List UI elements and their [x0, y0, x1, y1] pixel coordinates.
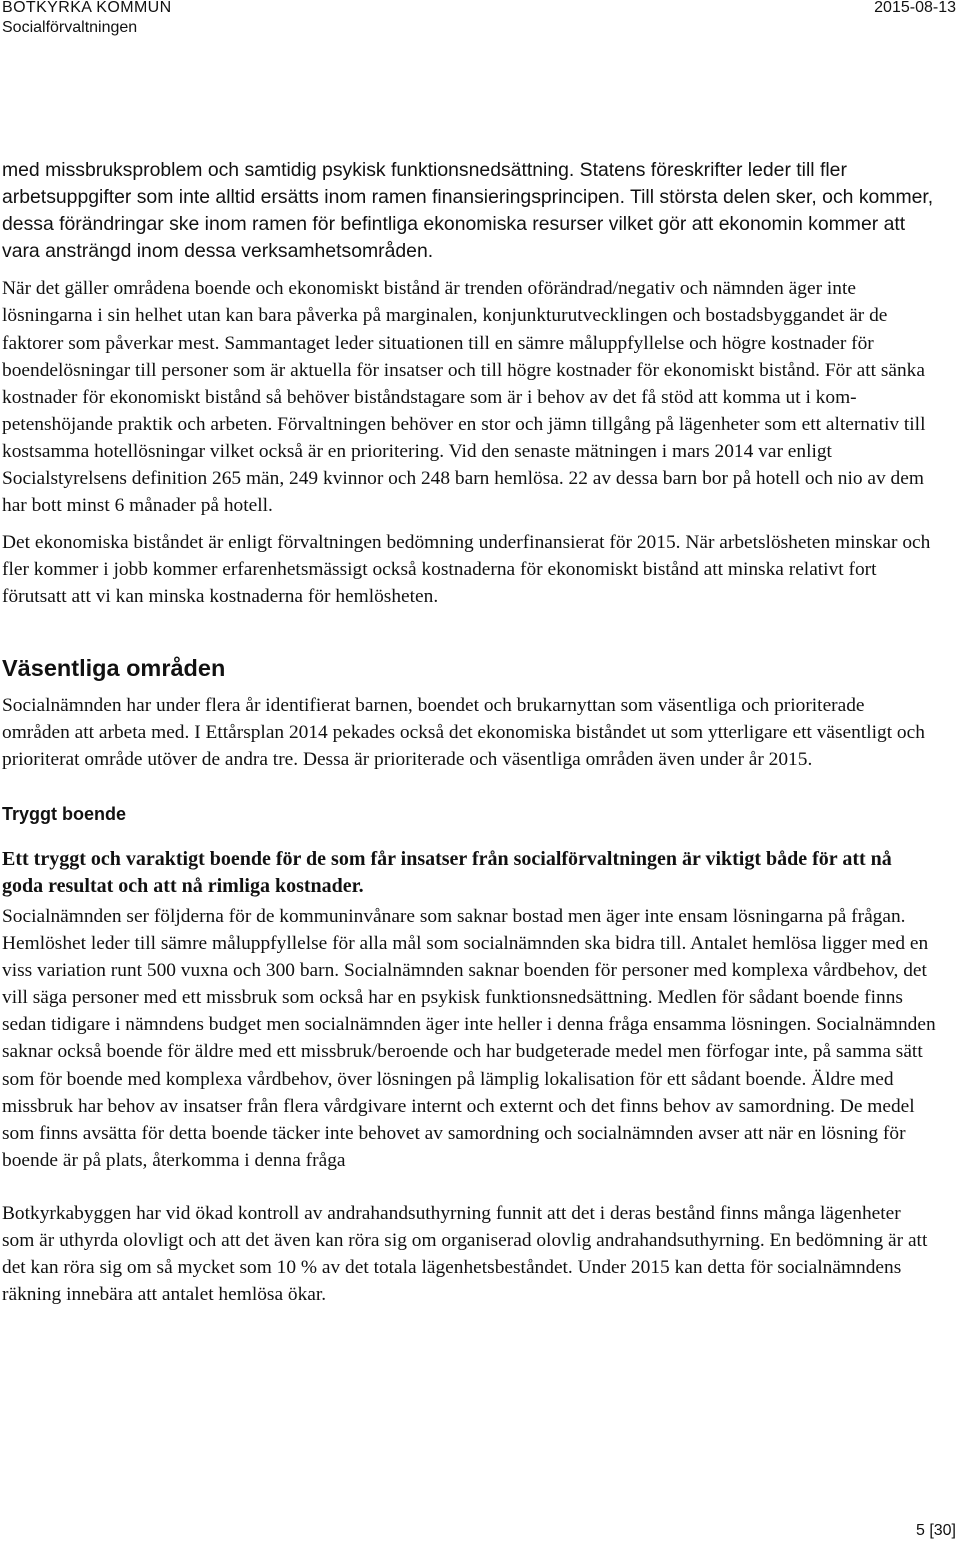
page-header	[0, 0, 960, 44]
paragraph-ekonomiskt-bistand: Det ekonomiska biståndet är enligt förvaltningen bedömning underfinansierat för 2015. När arbetslösheten minskar och fler kommer i jobb kommer erfarenhetsmässigt också kostnaderna för ekonomiskt bistånd att minska relativt fort förutsatt att vi kan minska kostnaderna för hemlösheten.	[2, 532, 931, 608]
paragraph-boende-ekonomi: När det gäller områdena boende och ekonomiskt bistånd är trenden oförändrad/negativ och nämnden äger inte lösningarna i sin helhet utan kan bara påverka på marginalen, konjunkturutvecklingen och bostadsbyggandet är de faktorer som påverkar mest. Sammantaget leder situationen till en sämre måluppfyllelse och högre kostnader för boendelösningar till personer som är aktuella för insatser och till högre kostnader för ekonomiskt bistånd. För att sänka kostnader för ekonomiskt bistånd så behöver biståndstagare som är i behov av det få stöd att komma ut i kompetenshöjande praktik och arbeten. Förvaltningen behöver en stor och jämn tillgång på lägenheter som ett alternativ till kostsamma hotellösningar vilket också är en prioritering. Vid den senaste mätningen i mars 2014 var enligt Socialstyrelsens definition 265 män, 249 kvinnor och 248 barn hemlösa. 22 av dessa barn bor på hotell och nio av dem har bott minst 6 månader på hotell.	[2, 278, 926, 517]
paragraph-botkyrkabyggen: Botkyrkabyggen har vid ökad kontroll av andrahandsuthyrning funnit att det i deras bestånd finns många lägenheter som är uthyrda olovligt och att det även kan röra sig om organiserad olovlig andrahandsuthyrning. En bedömning är att det kan röra sig om så mycket som 10 % av det totala lägenhetsbeståndet. Under 2015 kan detta för socialnämndens räkning innebära att antalet hemlösa ökar.	[2, 1202, 928, 1306]
page-number: 5 [30]	[915, 1522, 956, 1539]
organization-name: BOTKYRKA KOMMUN	[2, 0, 172, 16]
paragraph-intro: med missbruksproblem och samtidig psykisk funktionsnedsättning. Statens föreskrifter leder till fler arbetsuppgifter som inte alltid ersätts inom ramen finansieringsprincipen. Till största delen sker, och kommer, dessa förändringar ske inom ramen för befintliga ekonomiska resurser vilket gör att ekonomin kommer att vara ansträngd inom dessa verksamhetsområden.	[2, 159, 934, 263]
document-date: 2015-08-13	[874, 0, 956, 16]
paragraph-tryggt-boende: Socialnämnden ser följderna för de kommuninvånare som saknar bostad men äger inte ensam lösningarna på frågan. Hemlöshet leder till sämre måluppfyllelse för alla mål som socialnämnden ska bidra till. Antalet hemlösa ligger med en viss variation runt 500 vuxna och 300 barn. Socialnämnden saknar boenden för personer med komplexa vårdbehov, det vill säga personer med ett missbruk som också har en psykisk funktionsnedsättning. Medlen för sådant boende finns sedan tidigare i nämndens budget men socialnämnden äger inte heller i denna fråga ensamma lösningen. Socialnämnden saknar också boende för äldre med ett missbruk/beroende och har budgeterade medel men förfogar inte, på samma sätt som för boende med komplexa vårdbehov, över lösningen på lämplig lokalisation för ett sådant boende. Äldre med missbruk har behov av insatser från flera vårdgivare internt och externt och det finns behov av samordning. De medel som finns avsätta för detta boende täcker inte behovet av samordning och socialnämnden avser att när en lösning för boende är på plats, återkomma i denna fråga	[2, 905, 936, 1171]
section-heading-vasentliga-omraden: Väsentliga områden	[2, 654, 226, 681]
document-body	[2, 157, 936, 1308]
department-name: Socialförvaltningen	[2, 19, 138, 36]
subheading-tryggt-boende: Tryggt boende	[2, 803, 127, 824]
paragraph-vasentliga-omraden: Socialnämnden har under flera år identifierat barnen, boendet och brukarnyttan som väsentliga och prioriterade områden att arbeta med. I Ettårsplan 2014 pekades också det ekonomiska biståndet ut som ytterligare ett väsentligt och prioriterat område utöver de andra tre. Dessa är prioriterade och väsentliga områden även under år 2015.	[2, 694, 925, 770]
lead-statement: Ett tryggt och varaktigt boende för de som får insatser från socialförvaltningen är viktigt både för att nå goda resultat och att nå rimliga kostnader.	[2, 847, 892, 897]
